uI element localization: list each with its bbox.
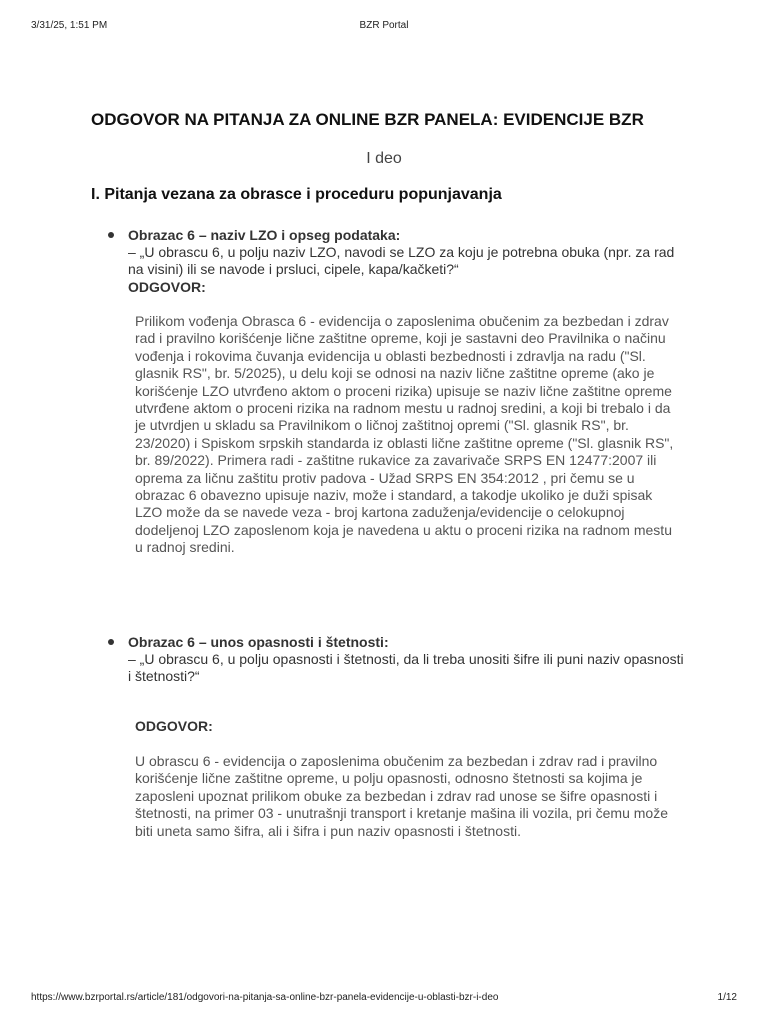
question-title: Obrazac 6 – naziv LZO i opseg podataka: (128, 227, 401, 243)
print-footer (31, 992, 737, 1006)
section-heading: I. Pitanja vezana za obrasce i proceduru popunjavanja (91, 186, 502, 203)
answer-label: ODGOVOR: (135, 718, 213, 734)
qa-item-1 (108, 226, 688, 296)
print-header (31, 20, 737, 34)
page-number: 1/12 (717, 992, 737, 1003)
document-title: ODGOVOR NA PITANJA ZA ONLINE BZR PANELA: EVIDENCIJE BZR (91, 110, 644, 129)
qa-item-2 (108, 633, 688, 685)
question-text: – „U obrascu 6, u polju naziv LZO, navodi se LZO za koju je potrebna obuka (npr. za rad na visini) ili se navode i prsluci, cipele, kapa/kačketi?“ (128, 244, 675, 277)
bullet-icon (108, 232, 114, 238)
bullet-icon (108, 639, 114, 645)
print-page-title: BZR Portal (359, 20, 409, 31)
print-datetime: 3/31/25, 1:51 PM (31, 20, 108, 31)
answer-text: U obrascu 6 - evidencija o zaposlenima obučenim za bezbedan i zdrav rad i pravilno korišćenje lične zaštitne opreme, u polju opasnosti, odnosno štetnosti sa kojima je zaposleni upoznat prilikom obuke za bezbedan i zdrav rad unose se šifre opasnosti i štetnosti, na primer 03 - unutrašnji transport i kretanje mašina ili vozila, pri čemu može biti uneta samo šifra, ali i šifra i pun naziv opasnosti i štetnosti. (135, 753, 668, 839)
question-text: – „U obrascu 6, u polju opasnosti i štetnosti, da li treba unositi šifre ili puni naziv opasnosti i štetnosti?“ (128, 651, 684, 684)
document-subtitle: I deo (366, 150, 402, 167)
question-title: Obrazac 6 – unos opasnosti i štetnosti: (128, 634, 389, 650)
answer-label: ODGOVOR: (128, 279, 206, 295)
page-url[interactable]: https://www.bzrportal.rs/article/181/odgovori-na-pitanja-sa-online-bzr-panela-evidencije-u-oblasti-bzr-i-deo (31, 992, 499, 1003)
answer-text: Prilikom vođenja Obrasca 6 - evidencija o zaposlenima obučenim za bezbedan i zdrav rad i pravilno korišćenje lične zaštitne opreme, koji je sastavni deo Pravilnika o načinu vođenja i rokovima čuvanja evidencija u oblasti bezbednosti i zdravlja na radu ("Sl. glasnik RS", br. 5/2025), u delu koji se odnosi na naziv lične zaštitne opreme (ako je korišćenje LZO utvrđeno aktom o proceni rizika) upisuje se naziv lične zaštitne opreme utvrđene aktom o proceni rizika na radnom mestu u radnoj sredini, a koji bi trebalo i da je utvrdjen u skladu sa Pravilnikom o ličnoj zaštitnoj opremi ("Sl. glasnik RS", br. 23/2020) i Spiskom srpskih standarda iz oblasti lične zaštitne opreme ("Sl. glasnik RS", br. 89/2022). Primera radi - zaštitne rukavice za zavarivače SRPS EN 12477:2007 ili oprema za ličnu zaštitu protiv padova - Užad SRPS EN 354:2012 , pri čemu se u obrazac 6 obavezno upisuje naziv, može i standard, a takodje ukoliko je duži spisak LZO može da se navede veza - broj kartona zaduženja/evidencije o celokupnoj dodeljenoj LZO zaposlenom koja je navedena u aktu o proceni rizika na radnom mestu u radnoj sredini. (135, 313, 674, 556)
